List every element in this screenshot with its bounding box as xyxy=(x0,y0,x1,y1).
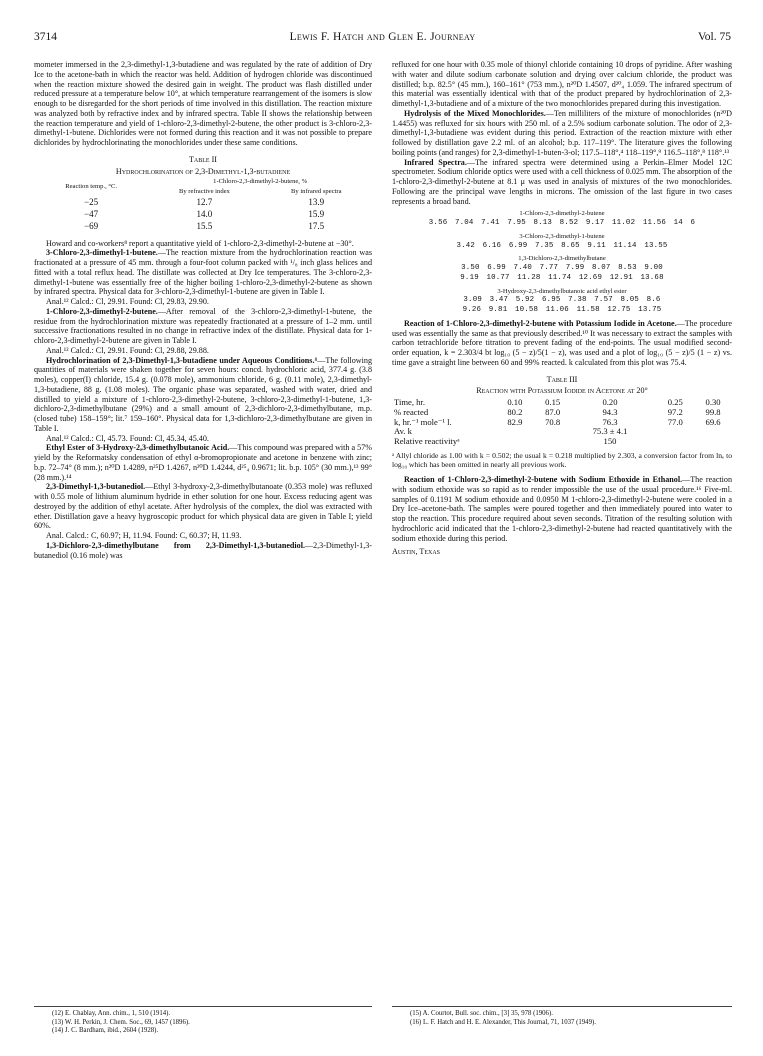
table-cell: −47 xyxy=(84,209,99,219)
reference-entry: (16) L. F. Hatch and H. E. Alexander, This Journal, 71, 1037 (1949). xyxy=(410,1018,596,1026)
col-infrared: By infrared spectra xyxy=(290,187,342,195)
table-ii-label: Table II xyxy=(188,154,218,164)
table-cell: 97.2 xyxy=(667,406,683,417)
col-refractive: By refractive index xyxy=(178,187,230,195)
spectra-list xyxy=(392,209,732,316)
table-ii xyxy=(34,178,372,232)
spectrum-wavelengths: 3.56 7.04 7.41 7.95 8.13 8.52 9.17 11.02 11.56 14 6 xyxy=(428,219,696,227)
table-cell: 0.15 xyxy=(545,397,561,407)
table-cell xyxy=(694,427,732,437)
paragraph: 2,3-Dimethyl-1,3-butanediol.—Ethyl 3-hydroxy-2,3-dimethylbutanoate (0.353 mole) was refluxed with 0.55 mole of lithium aluminum hydride in ether solution for one hour. Excess reducing agent was destroyed by the addition of ethyl acetate. After hydrolysis of the complex, the diol was extracted with ether. Distillation gave a heavy hygroscopic product for which physical data are given in Table I; yield 60%. xyxy=(34,482,372,531)
table-cell: 75.3 ± 4.1 xyxy=(592,426,628,437)
table-cell xyxy=(648,398,656,408)
paragraph: Hydrochlorination of 2,3-Dimethyl-1,3-butadiene under Aqueous Conditions.⁸—The following quantities of materials were shaken together for seven hours: concd. hydrochloric acid, 377.4 g. (3.8 moles), copper(I) chloride, 15.4 g. (0.078 mole), ammonium chloride, 6 g. (0.11 mole), 2,3-dimethyl-1,3-butadiene, 88 g. (1.08 moles). The organic phase was separated, washed with water, dried and distilled to yield a mixture of 1-chloro-2,3-dimethyl-2-butene, 3-chloro-2,3-dimethyl-1-butene, 1,3-dichloro-2,3-dimethylbutane (29%) and a small amount of 2,3-dichloro-2,3-dimethylbutane, m.p. (closed tube) 158–159°; lit.⁷ 159–160°. Physical data for 1,3-dichloro-2,3-dimethylbutane are given in Table I. xyxy=(34,355,372,433)
reference-entry: (14) J. C. Bardham, ibid., 2604 (1928). xyxy=(52,1027,159,1035)
section-heading: Reaction of 1-Chloro-2,3-dimethyl-2-butene with Sodium Ethoxide in Ethanol. xyxy=(404,475,683,485)
table-cell: 76.3 xyxy=(602,416,618,427)
table-cell: 82.9 xyxy=(507,416,523,427)
spectrum-wavelengths: 3.42 6.16 6.99 7.35 8.65 9.11 11.14 13.55 xyxy=(456,241,668,250)
table-row xyxy=(34,221,372,233)
reference-entry: (15) A. Courtot, Bull. soc. chim., [3] 35, 978 (1906). xyxy=(410,1010,553,1017)
analysis-line: Anal. Calcd.: C, 60.97; H, 11.94. Found: C, 60.37; H, 11.93. xyxy=(46,531,242,540)
table-cell xyxy=(694,437,732,447)
table-cell: Av. k xyxy=(394,426,412,437)
section-heading: 1,3-Dichloro-2,3-dimethylbutane from 2,3-Dimethyl-1,3-butanediol. xyxy=(46,540,305,550)
section-heading: 1-Chloro-2,3-dimethyl-2-butene. xyxy=(46,306,158,316)
table-row xyxy=(392,437,732,447)
spectrum-wavelengths: 9.19 10.77 11.28 11.74 12.69 12.91 13.68 xyxy=(460,273,664,282)
paragraph: 1-Chloro-2,3-dimethyl-2-butene.—After removal of the 3-chloro-2,3-dimethyl-1-butene, the residue from the hydrochlorination mixture was repeatedly fractionated at a pressure of 1–2 mm. until successive fractionations resulted in no change in refractive index of the distillate. Physical data for 1-chloro-2,3-dimethyl-2-butene are given in Table I. xyxy=(34,306,372,345)
analysis-line: Anal.¹² Calcd.: Cl, 29.91. Found: Cl, 29.88, 29.88. xyxy=(46,345,209,355)
table-cell: Time, hr. xyxy=(394,397,425,407)
paragraph: 3-Chloro-2,3-dimethyl-1-butene.—The reaction mixture from the hydrochlorination reaction was fractionated at a pressure of 45 mm. through a four-foot column packed with ¹/₈ inch glass helices and fitted with a total reflux head. The distillate was collected at Dry Ice temperatures. The 3-chloro-2,3-dimethyl-1-butene was essentially free of the higher boiling 1-chloro-2,3-dimethyl-2-butene as shown by infrared spectra. Physical data for 3-chloro-2,3-dimethyl-1-butene are given in Table I. xyxy=(34,248,372,297)
table-cell: 17.5 xyxy=(308,220,325,231)
reference-entry: (12) E. Chablay, Ann. chim., 1, 510 (1914). xyxy=(52,1010,171,1017)
references-right xyxy=(392,1006,732,1027)
section-heading: 2,3-Dimethyl-1,3-butanediol. xyxy=(46,482,146,492)
table-cell: 0.30 xyxy=(705,397,721,407)
table-cell: 77.0 xyxy=(667,416,683,427)
col-group-header: 1-Chloro-2,3-dimethyl-2-butene, % xyxy=(213,178,308,186)
table-cell xyxy=(648,427,656,437)
page-header xyxy=(34,31,731,47)
table-iii-footnote: ᵃ Allyl chloride as 1.00 with k = 0.502; the usual k = 0.218 multiplied by 2.303, a conversion factor from lnₑ to log₁₀ which has been omitted in nearly all previous work. xyxy=(392,450,732,469)
table-cell xyxy=(534,437,572,447)
references-left xyxy=(34,1006,372,1036)
table-cell: k, hr.⁻¹ mole⁻¹ l. xyxy=(394,416,452,427)
paragraph: Reaction of 1-Chloro-2,3-dimethyl-2-butene with Sodium Ethoxide in Ethanol.—The reaction with sodium ethoxide was so rapid as to render impossible the use of the usual procedure.¹⁶ Five-ml. samples of 0.1191 M sodium ethoxide and 0.0950 M 1-chloro-2,3-dimethyl-2-butene were cooled in a Dry Ice–acetone-bath. The samples were poured together and then immediately poured into water to stop the reaction. This procedure required about seven seconds. Titration of the resulting solution with hydrochloric acid indicated that the 1-chloro-2,3-dimethyl-2-butene had reacted quantitatively with the sodium ethoxide during this period. xyxy=(392,475,733,543)
table-cell: 12.7 xyxy=(196,197,213,208)
section-heading: 3-Chloro-2,3-dimethyl-1-butene. xyxy=(46,248,158,258)
table-cell: Relative reactivityᵃ xyxy=(394,436,460,446)
table-cell: 13.9 xyxy=(308,197,325,208)
spectrum-compound-name: 1-Chloro-2,3-dimethyl-2-butene xyxy=(519,210,605,218)
paragraph: Infrared Spectra.—The infrared spectra were determined using a Perkin–Elmer Model 12C spectrometer. Sodium chloride optics were used with a cell thickness of 0.025 mm. The absorption of the 1-chloro-2,3-dimethyl-2-butene at 8.1 μ was used in analysis of mixtures of the two monochlorides. Following are the principal wave lengths in microns. The omission of the last figure in two cases represents a broad band. xyxy=(392,157,732,206)
table-cell xyxy=(534,427,572,437)
right-column xyxy=(392,60,732,557)
table-cell: 0.10 xyxy=(507,397,523,407)
table-cell xyxy=(648,418,656,428)
table-cell: −69 xyxy=(84,220,99,231)
table-cell: 94.3 xyxy=(602,406,618,417)
spectrum-compound-name: 3-Chloro-2,3-dimethyl-1-butene xyxy=(519,232,605,240)
table-cell: % reacted xyxy=(394,406,429,417)
table-cell: 14.0 xyxy=(196,209,213,219)
table-iii-label: Table III xyxy=(546,374,578,384)
table-cell: 87.0 xyxy=(545,406,561,417)
table-cell xyxy=(496,437,534,447)
paragraph: 1,3-Dichloro-2,3-dimethylbutane from 2,3-Dimethyl-1,3-butanediol.—2,3-Dimethyl-1,3-butanediol (0.16 mole) was xyxy=(34,540,372,560)
paragraph: refluxed for one hour with 0.35 mole of thionyl chloride containing 10 drops of pyridine. After washing with water and dilute sodium carbonate solution and drying over calcium chloride, the product was distilled; b.p. 82.5° (45 mm.), 160–161° (753 mm.), n²⁰D 1.4507, d²⁰₄ 1.059. The infrared spectrum of this material was essentially identical with that of the product prepared by hydrochlorination of 2,3-dimethyl-1,3-butadiene and of a mixture of the two monochlorides prepared during this investigation. xyxy=(392,60,732,108)
table-cell: −25 xyxy=(84,197,99,208)
section-heading: Hydrolysis of the Mixed Monochlorides. xyxy=(404,108,546,118)
table-cell: 0.25 xyxy=(667,397,683,407)
page-number: 3714 xyxy=(34,31,57,43)
analysis-line: Anal.¹² Calcd.: Cl, 29.91. Found: Cl, 29.83, 29.90. xyxy=(46,297,209,306)
table-row xyxy=(34,209,372,221)
section-heading: Hydrochlorination of 2,3-Dimethyl-1,3-butadiene under Aqueous Conditions. xyxy=(46,355,315,365)
spectrum-wavelengths: 3.09 3.47 5.92 6.95 7.38 7.57 8.05 8.6 xyxy=(463,296,661,305)
table-cell xyxy=(648,437,656,447)
spectrum-wavelengths: 3.50 6.99 7.40 7.77 7.99 8.07 8.53 9.00 xyxy=(461,264,663,272)
table-row xyxy=(392,418,732,428)
table-cell: 99.8 xyxy=(705,406,721,417)
table-cell: 69.6 xyxy=(705,416,721,427)
section-heading: Reaction of 1-Chloro-2,3-dimethyl-2-butene with Potassium Iodide in Acetone. xyxy=(404,318,677,328)
col-reaction-temp: Reaction temp., °C. xyxy=(65,183,118,190)
table-cell: 70.8 xyxy=(545,416,561,427)
table-row xyxy=(34,197,372,209)
section-heading: Infrared Spectra. xyxy=(404,157,467,167)
table-ii-caption: Hydrochlorination of 2,3-Dimethyl-1,3-butadiene xyxy=(115,166,291,176)
table-cell xyxy=(496,427,534,437)
spectrum-compound-name: 3-Hydroxy-2,3-dimethylbutanoic acid ethyl ester xyxy=(497,287,627,295)
left-column xyxy=(34,60,372,560)
paragraph: Howard and co-workers⁸ report a quantitative yield of 1-chloro-2,3-dimethyl-2-butene at −30°. xyxy=(46,238,354,248)
paragraph: Reaction of 1-Chloro-2,3-dimethyl-2-butene with Potassium Iodide in Acetone.—The procedure used was essentially the same as that previously described.¹⁰ It was necessary to extract the samples with carbon tetrachloride before titration to prevent fading of the end-points. The usual modified second-order equation, k = 2.303/4 bt log₁₀ (5 − z)/5(1 − z), was used and a plot of log₁₀ (5 − z)/5 (1 − z) vs. time gave a straight line between 60 and 99% reacted. k calculated from this plot was 75.4. xyxy=(392,318,732,367)
table-cell: 15.5 xyxy=(196,220,213,231)
paragraph: Hydrolysis of the Mixed Monochlorides.—Ten milliliters of the mixture of monochlorides (n²⁰D 1.4455) was refluxed for six hours with 250 ml. of a 2.5% sodium carbonate solution. The odor of 2,3-dimethyl-1,3-butadiene was evident during this period. Extraction of the reaction mixture with ether followed by distillation gave 2.2 ml. of an alcohol; b.p. 117–119°. The literature gives the following boiling points (and ranges) for 2,3-dimethyl-1-buten-3-ol; 117.5–118°,⁴ 118–119°,⁹ 116.5–118°,⁸ 118°.¹³ xyxy=(392,108,732,157)
spectrum-wavelengths: 9.26 9.81 10.58 11.06 11.58 12.75 13.75 xyxy=(462,306,662,314)
table-cell: 80.2 xyxy=(507,406,523,417)
paragraph: Ethyl Ester of 3-Hydroxy-2,3-dimethylbutanoic Acid.—This compound was prepared with a 57% yield by the Reformatsky condensation of ethyl α-bromopropionate and acetone in benzene with zinc; b.p. 72–74° (8 mm.); n²⁰D 1.4289, n²⁵D 1.4267, n²⁰D 1.4244, d²⁵₄ 0.9671; lit. b.p. 105° (30 mm.),¹³ 99° (28 mm.).¹⁴ xyxy=(34,443,372,482)
table-cell xyxy=(648,408,656,418)
section-heading: Ethyl Ester of 3-Hydroxy-2,3-dimethylbutanoic Acid. xyxy=(46,443,230,453)
table-iii xyxy=(392,398,732,447)
table-iii-caption: Reaction with Potassium Iodide in Acetone at 20° xyxy=(476,386,648,396)
address: Austin, Texas xyxy=(392,547,441,557)
paragraph: mometer immersed in the 2,3-dimethyl-1,3-butadiene and was regulated by the rate of addition of Dry Ice to the acetone-bath in which the reactor was held. Addition of hydrogen chloride was discontinued when the reaction mixture showed the desired gain in weight. The product was flash distilled under reduced pressure at a temperature below 10°, at which temperature rearrangement of the isomers is slow enough to be disregarded for the short periods of time involved in this distillation. The reaction mixture was analyzed both by refractive index and by infrared spectra. Table II shows the relationship between the reaction temperature and yield of 1-chloro-2,3-dimethyl-2-butene, the other product is 3-chloro-2,3-dimethyl-1-butene. Dichlorides were not formed during this reaction and it was not possible to prepare dichlorides by hydrochlorinating the monochlorides under these same conditions. xyxy=(34,60,372,147)
table-cell: 15.9 xyxy=(308,209,325,219)
table-cell: 150 xyxy=(603,436,617,446)
table-cell xyxy=(656,437,694,447)
table-cell xyxy=(656,427,694,437)
analysis-line: Anal.¹² Calcd.: Cl, 45.73. Found: Cl, 45.34, 45.40. xyxy=(46,433,209,443)
reference-entry: (13) W. H. Perkin, J. Chem. Soc., 69, 1457 (1896). xyxy=(52,1018,190,1026)
spectrum-compound-name: 1,3-Dichloro-2,3-dimethylbutane xyxy=(518,255,606,263)
volume-label: Vol. 75 xyxy=(697,31,731,43)
table-cell: 0.20 xyxy=(602,397,618,407)
running-title: Lewis F. Hatch and Glen E. Journeay xyxy=(289,31,476,43)
